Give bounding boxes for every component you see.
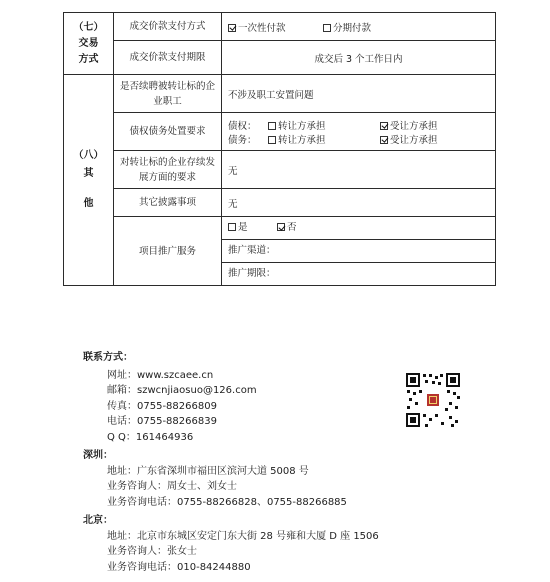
fax-number: 传真：0755-88266809: [107, 400, 217, 412]
checkbox-checked-icon[interactable]: [380, 136, 388, 144]
option-label: 受让方承担: [390, 120, 438, 132]
phone-number: 电话：0755-88266839: [107, 416, 217, 427]
employ-row: [64, 75, 496, 113]
shenzhen-contact-person: 业务咨询人：周女士、刘女士: [107, 481, 237, 492]
survival-row: [64, 151, 496, 189]
section-title-line1: 其: [83, 168, 94, 179]
section-other: [64, 75, 114, 286]
employ-value: 不涉及职工安置问题: [222, 75, 496, 113]
survival-label: 对转让标的企业存续发展方面的要求: [114, 151, 222, 189]
shenzhen-contact-phone: 业务咨询电话：0755-88266828、0755-88266885: [107, 496, 347, 508]
disclosure-row: [64, 189, 496, 217]
promo-option-no[interactable]: [277, 217, 297, 239]
debts-option-transferee[interactable]: [380, 132, 438, 146]
checkbox-empty-icon[interactable]: [268, 122, 276, 130]
option-lump-sum[interactable]: [228, 20, 320, 34]
employ-label: 是否续聘被转让标的企业职工: [114, 75, 222, 113]
payment-method-options: [222, 13, 496, 41]
beijing-contact-phone: 业务咨询电话：010-84244880: [107, 561, 251, 573]
option-label: 转让方承担: [278, 134, 326, 146]
option-label: 一次性付款: [238, 22, 286, 34]
qr-code-icon: [405, 372, 461, 428]
debt-label: 债权债务处置要求: [114, 113, 222, 151]
option-label: 受让方承担: [390, 134, 438, 146]
shenzhen-heading: 深圳：: [83, 450, 113, 461]
promo-channel: 推广渠道：: [222, 240, 495, 263]
checkbox-empty-icon[interactable]: [228, 223, 236, 231]
beijing-heading: 北京：: [83, 515, 113, 526]
survival-value: 无: [222, 151, 496, 189]
beijing-contact-person: 业务咨询人：张女士: [107, 546, 197, 557]
transfer-info-table: [63, 12, 496, 286]
section-trade-method: [64, 13, 114, 75]
promo-row: [64, 217, 496, 286]
section-title-line1: 交易: [78, 37, 99, 49]
debt-row: [64, 113, 496, 151]
beijing-address: 地址：北京市东城区安定门东大街 28 号雍和大厦 D 座 1506: [107, 530, 379, 542]
promo-period: 推广期限：: [228, 268, 276, 279]
promo-option-yes[interactable]: [228, 217, 274, 239]
section-title-line2: 他: [83, 198, 94, 209]
checkbox-checked-icon[interactable]: [277, 223, 285, 231]
checkbox-checked-icon[interactable]: [380, 122, 388, 130]
option-label: 是: [238, 222, 248, 233]
section-number: （七）: [73, 21, 104, 33]
payment-method-label: 成交价款支付方式: [114, 13, 222, 41]
debts-row: [228, 132, 489, 146]
promo-options: [222, 217, 495, 240]
shenzhen-address: 地址：广东省深圳市福田区滨河大道 5008 号: [107, 465, 309, 477]
debts-head: 债务：: [228, 134, 257, 146]
section-title-line2: 方式: [78, 53, 99, 65]
claims-head: 债权：: [228, 120, 257, 132]
option-label: 分期付款: [333, 22, 372, 34]
payment-term-row: [64, 41, 496, 75]
payment-term-label: 成交价款支付期限: [114, 41, 222, 75]
claims-row: [228, 118, 489, 132]
payment-term-value: 成交后 3 个工作日内: [222, 41, 496, 75]
disclosure-label: 其它披露事项: [114, 189, 222, 217]
checkbox-empty-icon[interactable]: [268, 136, 276, 144]
option-label: 转让方承担: [278, 120, 326, 132]
checkbox-checked-icon[interactable]: [228, 24, 236, 32]
option-label: 否: [287, 222, 297, 233]
qq-number: Q Q：161464936: [107, 431, 194, 443]
section-number: （八）: [73, 150, 104, 161]
payment-method-row: [64, 13, 496, 41]
disclosure-value: 无: [222, 189, 496, 217]
claims-option-transferor[interactable]: [268, 118, 380, 132]
contact-block: [83, 350, 379, 575]
checkbox-empty-icon[interactable]: [323, 24, 331, 32]
option-installment[interactable]: [323, 20, 371, 34]
debts-option-transferor[interactable]: [268, 132, 380, 146]
email-link[interactable]: 邮箱：szwcnjiaosuo@126.com: [107, 385, 257, 396]
claims-option-transferee[interactable]: [380, 118, 438, 132]
website-link[interactable]: 网址：www.szcaee.cn: [107, 369, 214, 381]
promo-details: [222, 217, 496, 286]
debt-options: [222, 113, 496, 151]
contact-title: 联系方式：: [83, 352, 133, 363]
promo-label: 项目推广服务: [114, 217, 222, 286]
